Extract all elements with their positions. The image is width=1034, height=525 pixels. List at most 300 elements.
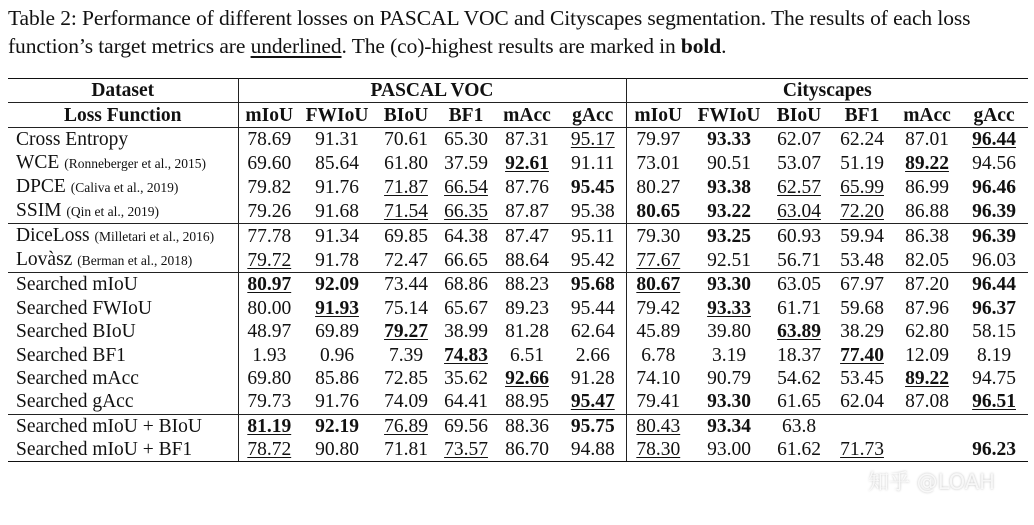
metric-value-cell [374,273,438,297]
metric-value: 90.51 [707,152,751,174]
metric-value: 85.86 [315,367,359,389]
metric-value: 96.23 [972,439,1016,461]
metric-value: 79.27 [384,321,428,343]
metric-value-cell [690,297,768,320]
header-row-metrics [8,103,1028,127]
metric-value-cell [894,297,960,320]
metric-value: 79.97 [636,128,681,150]
metric-value: 62.07 [777,128,821,150]
metric-value: 94.56 [972,152,1016,174]
metric-value-cell [626,297,690,320]
metric-value: 92.66 [505,367,549,389]
metric-value: 80.00 [247,297,292,319]
metric-value-cell [626,127,690,151]
metric-value: 87.20 [905,274,949,296]
metric-value-cell [560,224,626,249]
loss-name: WCE [16,152,60,174]
metric-value: 67.97 [840,274,884,296]
loss-name: Cross Entropy [16,128,129,150]
metric-value: 62.57 [777,176,821,198]
metric-value: 93.30 [707,274,751,296]
metric-value: 39.80 [707,321,751,343]
metric-header: BIoU [768,103,830,127]
metric-value-cell [438,127,494,151]
metric-value: 87.08 [905,391,949,413]
metric-value-cell [238,343,300,366]
loss-name: Searched BIoU [16,321,136,343]
metric-value: 76.89 [384,415,428,437]
metric-value-cell [960,414,1028,438]
metric-value-cell [560,390,626,414]
metric-value-cell [894,151,960,175]
metric-value-cell [894,127,960,151]
metric-value: 82.05 [905,249,949,271]
table-row [8,414,1028,438]
metric-header: FWIoU [300,103,374,127]
metric-header: mAcc [894,103,960,127]
metric-value: 93.25 [707,225,751,247]
metric-value: 96.46 [972,176,1016,198]
metric-value: 77.78 [247,225,292,247]
metric-value-cell [626,320,690,343]
metric-value: 63.04 [777,200,821,222]
metric-value-cell [300,367,374,390]
metric-value: 65.67 [444,297,488,319]
metric-value-cell [894,414,960,438]
metric-value: 65.99 [840,176,884,198]
loss-citation: (Caliva et al., 2019) [70,180,179,196]
metric-value-cell [690,438,768,462]
metric-value: 87.31 [505,128,549,150]
metric-value-cell [690,390,768,414]
metric-value: 92.61 [505,152,549,174]
metric-value: 79.73 [247,391,292,413]
metric-value-cell [238,367,300,390]
metric-value-cell [894,367,960,390]
metric-value-cell [960,127,1028,151]
metric-value: 68.86 [444,274,488,296]
metric-value: 81.28 [505,321,549,343]
metric-value: 48.97 [247,321,292,343]
metric-value: 80.27 [636,176,681,198]
metric-value-cell [560,248,626,273]
metric-value-cell [560,320,626,343]
metric-value-cell [438,320,494,343]
metric-value-cell [690,320,768,343]
metric-value-cell [238,175,300,199]
table-row [8,199,1028,224]
metric-value-cell [300,273,374,297]
metric-value: 87.87 [505,200,549,222]
loss-citation: (Berman et al., 2018) [77,253,193,269]
metric-value: 79.41 [636,391,681,413]
table-row [8,297,1028,320]
metric-value-cell [560,343,626,366]
metric-value-cell [374,127,438,151]
metric-value: 35.62 [444,367,488,389]
metric-value-cell [374,343,438,366]
metric-value: 91.93 [315,297,359,319]
metric-value: 8.19 [976,344,1012,366]
metric-value-cell [494,199,560,224]
metric-value-cell [238,151,300,175]
metric-value-cell [494,248,560,273]
metric-value: 95.38 [570,200,615,222]
metric-value: 91.11 [571,152,615,174]
metric-value: 87.47 [505,225,549,247]
metric-header: mAcc [494,103,560,127]
dataset-cityscapes: Cityscapes [626,79,1028,103]
metric-value: 73.01 [636,152,681,174]
metric-value: 95.11 [571,225,615,247]
metric-value-cell [374,175,438,199]
metric-value-cell [690,151,768,175]
loss-name: Searched BF1 [16,344,126,366]
metric-value: 51.19 [840,152,884,174]
metric-value-cell [626,367,690,390]
metric-value: 94.88 [570,439,615,461]
metric-value-cell [960,175,1028,199]
metric-value-cell [960,367,1028,390]
metric-value-cell [300,320,374,343]
loss-name: Searched FWIoU [16,297,152,319]
metric-value: 87.01 [905,128,949,150]
metric-value-cell [626,224,690,249]
metric-value: 94.75 [972,367,1016,389]
results-table [8,78,1028,462]
metric-value: 91.68 [315,200,359,222]
metric-value-cell [300,297,374,320]
metric-value: 91.28 [570,367,615,389]
metric-value-cell [960,248,1028,273]
metric-value-cell [960,343,1028,366]
metric-value-cell [626,175,690,199]
metric-value-cell [438,248,494,273]
metric-value: 79.42 [636,297,681,319]
metric-value-cell [894,199,960,224]
metric-value: 79.30 [636,225,681,247]
metric-value-cell [690,127,768,151]
metric-value: 3.19 [711,344,747,366]
metric-value-cell [494,224,560,249]
metric-value-cell [494,367,560,390]
metric-value: 92.09 [315,274,359,296]
dataset-pascal-voc: PASCAL VOC [238,79,626,103]
loss-name-cell [8,390,238,414]
metric-value-cell [830,248,894,273]
metric-value: 71.54 [384,200,428,222]
metric-value: 61.62 [777,439,821,461]
metric-value: 95.42 [570,249,615,271]
metric-value-cell [894,224,960,249]
metric-value: 93.34 [707,415,751,437]
metric-value-cell [438,367,494,390]
metric-value: 91.34 [315,225,359,247]
loss-name: Searched gAcc [16,391,134,413]
metric-value-cell [494,297,560,320]
table-row [8,367,1028,390]
metric-value: 93.30 [707,391,751,413]
metric-value-cell [690,367,768,390]
metric-value-cell [300,151,374,175]
metric-value: 38.99 [444,321,488,343]
metric-value: 86.70 [505,439,549,461]
metric-value: 7.39 [388,344,424,366]
table-row [8,175,1028,199]
metric-value-cell [300,199,374,224]
metric-value: 77.67 [636,249,681,271]
metric-value-cell [238,320,300,343]
metric-value-cell [374,199,438,224]
metric-value-cell [238,248,300,273]
metric-header: mIoU [238,103,300,127]
metric-value: 64.38 [444,225,488,247]
metric-value: 73.57 [444,439,488,461]
metric-value-cell [830,320,894,343]
metric-value-cell [960,320,1028,343]
metric-value: 90.80 [315,439,359,461]
metric-value: 87.76 [505,176,549,198]
metric-value-cell [300,438,374,462]
metric-value: 69.60 [247,152,292,174]
metric-value: 96.44 [972,274,1016,296]
metric-value: 71.87 [384,176,428,198]
metric-value-cell [238,390,300,414]
metric-value: 78.72 [247,439,292,461]
metric-value-cell [690,273,768,297]
metric-value-cell [960,438,1028,462]
loss-name: Searched mIoU [16,274,138,296]
metric-value-cell [626,343,690,366]
metric-value-cell [690,414,768,438]
metric-value: 85.64 [315,152,359,174]
metric-value-cell [374,297,438,320]
metric-value: 77.40 [840,344,884,366]
metric-value: 66.54 [444,176,488,198]
metric-value: 69.80 [247,367,292,389]
metric-value: 71.81 [384,439,428,461]
metric-value-cell [690,248,768,273]
metric-value-cell [494,320,560,343]
loss-name-cell [8,224,238,249]
metric-value-cell [560,367,626,390]
metric-value: 86.38 [905,225,949,247]
metric-value: 72.20 [840,200,884,222]
table-caption [8,4,1028,60]
metric-value: 54.62 [777,367,821,389]
metric-value: 88.36 [505,415,549,437]
metric-value-cell [300,414,374,438]
metric-value-cell [768,127,830,151]
metric-value: 96.39 [972,200,1016,222]
metric-value-cell [494,414,560,438]
loss-citation: (Milletari et al., 2016) [94,229,215,245]
metric-value-cell [626,438,690,462]
metric-value-cell [560,151,626,175]
metric-value-cell [560,414,626,438]
metric-value-cell [768,390,830,414]
metric-value: 2.66 [575,344,610,366]
metric-value: 62.64 [570,321,615,343]
metric-value-cell [560,127,626,151]
metric-value: 80.43 [636,415,681,437]
metric-header: FWIoU [690,103,768,127]
metric-value: 96.51 [972,391,1016,413]
table-row [8,248,1028,273]
metric-value-cell [960,273,1028,297]
metric-value: 73.44 [384,274,428,296]
metric-value-cell [438,273,494,297]
metric-value-cell [626,151,690,175]
metric-value: 53.48 [840,249,884,271]
metric-value-cell [830,273,894,297]
metric-value: 80.67 [636,274,681,296]
metric-value-cell [238,414,300,438]
metric-value-cell [626,414,690,438]
metric-value-cell [894,175,960,199]
metric-value: 63.8 [781,415,817,437]
metric-value-cell [768,320,830,343]
metric-value-cell [830,390,894,414]
metric-value: 92.51 [707,249,751,271]
metric-value-cell [374,248,438,273]
metric-value-cell [438,199,494,224]
metric-value: 95.44 [570,297,615,319]
metric-value-cell [690,199,768,224]
metric-value-cell [830,367,894,390]
metric-header: BF1 [438,103,494,127]
metric-value: 79.72 [247,249,292,271]
metric-value-cell [438,151,494,175]
loss-name-cell [8,343,238,366]
metric-value: 56.71 [777,249,821,271]
metric-value-cell [560,175,626,199]
table-row [8,127,1028,151]
table-row [8,438,1028,462]
metric-value: 95.68 [570,274,615,296]
metric-value-cell [626,199,690,224]
metric-value-cell [494,151,560,175]
metric-value: 92.19 [315,415,359,437]
metric-value-cell [560,273,626,297]
metric-value-cell [830,151,894,175]
metric-value-cell [626,273,690,297]
table-row [8,151,1028,175]
metric-value-cell [374,224,438,249]
table-row [8,343,1028,366]
metric-value-cell [894,273,960,297]
metric-value: 91.76 [315,391,359,413]
metric-header: mIoU [626,103,690,127]
metric-value: 89.23 [505,297,549,319]
metric-value: 96.03 [972,249,1016,271]
metric-value-cell [300,224,374,249]
metric-value: 1.93 [252,344,287,366]
metric-value-cell [830,224,894,249]
metric-value: 72.47 [384,249,428,271]
metric-value: 66.65 [444,249,488,271]
metric-value-cell [438,175,494,199]
metric-value: 0.96 [319,344,355,366]
metric-value: 71.73 [840,439,884,461]
metric-value-cell [768,175,830,199]
metric-value-cell [894,343,960,366]
caption-text: . The (co)-highest results are marked in [341,34,681,58]
metric-value: 12.09 [905,344,949,366]
loss-name-cell [8,297,238,320]
metric-value-cell [300,390,374,414]
metric-value: 91.78 [315,249,359,271]
metric-value: 80.65 [636,200,681,222]
metric-value: 62.80 [905,321,949,343]
metric-value-cell [768,414,830,438]
loss-citation: (Qin et al., 2019) [66,204,160,220]
loss-name-cell [8,175,238,199]
loss-name-cell [8,127,238,151]
metric-value-cell [238,224,300,249]
metric-value-cell [960,224,1028,249]
metric-value: 88.23 [505,274,549,296]
metric-value: 95.75 [570,415,615,437]
metric-value-cell [768,367,830,390]
metric-value-cell [830,414,894,438]
metric-value: 59.94 [840,225,884,247]
metric-value: 95.17 [570,128,615,150]
loss-name: Lovàsz [16,249,73,271]
metric-value-cell [300,343,374,366]
metric-value-cell [238,127,300,151]
metric-value-cell [374,151,438,175]
metric-value-cell [374,320,438,343]
metric-value: 58.15 [972,321,1016,343]
metric-value: 53.45 [840,367,884,389]
table-body [8,127,1028,462]
loss-name-cell [8,320,238,343]
metric-value-cell [830,175,894,199]
loss-name: SSIM [16,200,62,222]
metric-header: gAcc [560,103,626,127]
metric-value-cell [960,199,1028,224]
metric-value: 53.07 [777,152,821,174]
metric-value: 95.45 [570,176,615,198]
metric-value: 91.31 [315,128,359,150]
loss-function-header: Loss Function [8,103,238,127]
loss-name-cell [8,367,238,390]
metric-value: 61.65 [777,391,821,413]
metric-value-cell [300,127,374,151]
loss-name-cell [8,414,238,438]
metric-value-cell [374,390,438,414]
caption-text: Table 2: Performance of different losses on PASCAL VOC and Cityscapes segmentation. The results of each loss function’s target metrics are [8,6,971,58]
loss-citation: (Ronneberger et al., 2015) [64,156,207,172]
metric-value: 72.85 [384,367,428,389]
metric-value: 93.33 [707,297,751,319]
caption-text: . [721,34,727,58]
caption-bold-word: bold [680,34,722,58]
loss-name: DiceLoss [16,225,90,247]
dataset-header: Dataset [8,79,238,103]
metric-value-cell [438,297,494,320]
metric-value: 6.51 [509,344,545,366]
metric-value: 69.89 [315,321,359,343]
metric-value-cell [438,414,494,438]
metric-value: 95.47 [570,391,615,413]
metric-value: 89.22 [905,152,949,174]
metric-value-cell [238,273,300,297]
metric-value-cell [300,175,374,199]
metric-value: 69.85 [384,225,428,247]
metric-value: 6.78 [641,344,676,366]
